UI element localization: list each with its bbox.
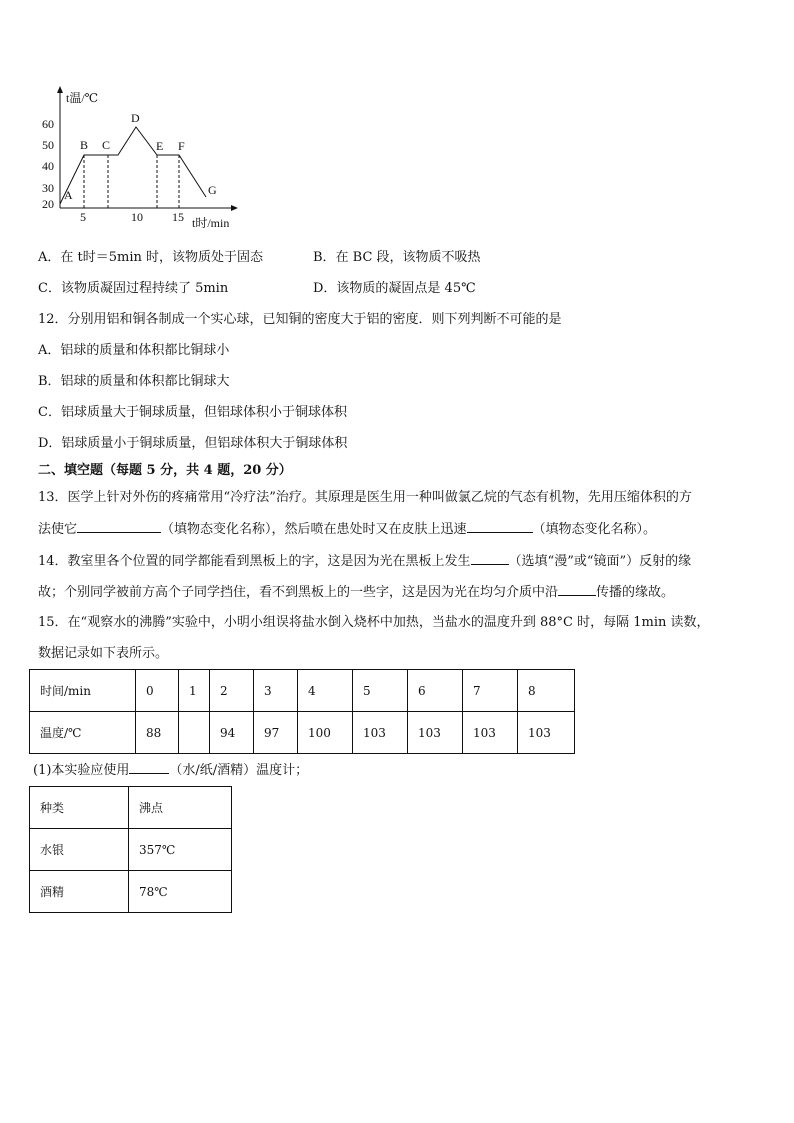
table-cell: 5 (353, 670, 408, 712)
q14-text-1a: 14．教室里各个位置的同学都能看到黑板上的字，这是因为光在黑板上发生 (38, 554, 471, 569)
table-row (30, 829, 232, 871)
q15-sub1-text-a: (1)本实验应使用 (33, 763, 130, 778)
table-cell: 88 (136, 712, 179, 754)
q14-text-2a: 故；个别同学被前方高个子同学挡住，看不到黑板上的一些字，这是因为光在均匀介质中沿 (38, 585, 559, 600)
table-cell: 0 (136, 670, 179, 712)
q13-line-1 (38, 489, 692, 507)
q13-text-2a: 法使它 (38, 522, 78, 537)
y-tick-20: 20 (42, 197, 54, 211)
y-tick-30: 30 (42, 181, 54, 195)
q11-option-d: D．该物质的凝固点是 45℃ (313, 281, 476, 296)
table-cell: 100 (298, 712, 353, 754)
table-cell: 6 (408, 670, 463, 712)
table-row (30, 871, 232, 913)
x-tick-15: 15 (172, 210, 184, 224)
temperature-time-graph (38, 80, 248, 230)
table-cell: 水银 (30, 829, 129, 871)
q11-option-c-line (38, 280, 228, 298)
q14-line-2 (38, 582, 674, 602)
q12-option-c-line (38, 404, 347, 422)
table-cell-blank[interactable] (179, 712, 210, 754)
q15-sub1-blank[interactable] (129, 760, 169, 774)
table-cell: 357℃ (129, 829, 232, 871)
q12-option-d: D．铝球质量小于铜球质量，但铝球体积大于铜球体积 (38, 436, 348, 451)
q12-option-a: A．铝球的质量和体积都比铜球小 (38, 343, 230, 358)
q13-line-2 (38, 519, 656, 539)
q12-option-d-line (38, 435, 347, 453)
y-tick-50: 50 (42, 138, 54, 152)
x-axis-label: t时/min (192, 216, 230, 230)
q14-text-1b: （选填“漫”或“镜面”）反射的缘 (508, 554, 692, 569)
table-cell: 103 (408, 712, 463, 754)
point-g: G (208, 183, 217, 197)
point-c: C (102, 138, 111, 152)
q11-option-a-line (38, 249, 263, 267)
table-row-header (30, 787, 232, 829)
q12-option-b: B．铝球的质量和体积都比铜球大 (38, 374, 230, 389)
q11-option-a: A．在 t时＝5min 时，该物质处于固态 (38, 250, 264, 265)
q15-line-1 (38, 614, 709, 632)
q11-option-c: C．该物质凝固过程持续了 5min (38, 281, 229, 296)
q14-blank-1[interactable] (471, 551, 509, 565)
q12-option-b-line (38, 373, 230, 391)
q13-text-1: 13．医学上针对外伤的疼痛常用“冷疗法”治疗。其原理是医生用一种叫做氯乙烷的气态有机物，先用压缩体积的方 (38, 490, 692, 505)
table-header-kind: 种类 (30, 787, 129, 829)
x-tick-10: 10 (131, 210, 143, 224)
table-cell: 103 (518, 712, 575, 754)
y-tick-60: 60 (42, 117, 54, 131)
y-axis-label: t温/℃ (66, 91, 99, 105)
q15-text-1: 15．在“观察水的沸腾”实验中，小明小组误将盐水倒入烧杯中加热，当盐水的温度升到 88°C 时，每隔 1min 读数， (38, 615, 710, 630)
table-cell: 8 (518, 670, 575, 712)
table-cell: 2 (210, 670, 254, 712)
q13-blank-1[interactable] (77, 519, 161, 533)
y-axis-arrow (57, 86, 63, 93)
q12-stem: 12．分别用铝和铜各制成一个实心球，已知铜的密度大于铝的密度．则下列判断不可能的是 (38, 312, 562, 327)
table-cell: 97 (254, 712, 298, 754)
table-header-time: 时间/min (30, 670, 136, 712)
q15-sub1-line (33, 760, 308, 780)
point-a: A (64, 188, 73, 202)
point-b: B (80, 138, 89, 152)
table-cell: 1 (179, 670, 210, 712)
table-cell: 103 (353, 712, 408, 754)
q12-option-a-line (38, 342, 229, 360)
q12-stem-line (38, 311, 562, 329)
y-tick-40: 40 (42, 159, 54, 173)
table-cell: 3 (254, 670, 298, 712)
q15-text-2: 数据记录如下表所示。 (38, 646, 169, 661)
q11-option-b: B．在 BC 段，该物质不吸热 (313, 250, 481, 265)
table-header-temp: 温度/℃ (30, 712, 136, 754)
table-row-temp (30, 712, 575, 754)
table-cell: 7 (463, 670, 518, 712)
q11-option-d-line (313, 280, 476, 298)
q15-line-2 (38, 645, 168, 663)
q11-option-b-line (313, 249, 481, 267)
q12-option-c: C．铝球质量大于铜球质量，但铝球体积小于铜球体积 (38, 405, 347, 420)
q13-text-2b: （填物态变化名称），然后喷在患处时又在皮肤上迅速 (161, 522, 467, 537)
x-tick-5: 5 (80, 210, 86, 224)
q14-blank-2[interactable] (558, 582, 596, 596)
table-cell: 酒精 (30, 871, 129, 913)
boiling-point-table (29, 786, 232, 913)
q13-text-2c: （填物态变化名称）。 (532, 522, 657, 537)
table-cell: 94 (210, 712, 254, 754)
point-f: F (178, 139, 185, 153)
point-d: D (131, 111, 140, 125)
table-row-time (30, 670, 575, 712)
table-cell: 4 (298, 670, 353, 712)
q14-text-2b: 传播的缘故。 (596, 585, 675, 600)
table-header-boiling-point: 沸点 (129, 787, 232, 829)
table-cell: 78℃ (129, 871, 232, 913)
point-e: E (156, 139, 164, 153)
q14-line-1 (38, 551, 691, 571)
table-cell: 103 (463, 712, 518, 754)
data-table (29, 669, 575, 754)
section-title-line (38, 462, 292, 480)
x-axis-arrow (231, 205, 238, 211)
q13-blank-2[interactable] (467, 519, 533, 533)
q15-sub1-text-b: （水/纸/酒精）温度计； (169, 763, 309, 778)
section-title: 二、填空题（每题 5 分，共 4 题，20 分） (38, 463, 292, 478)
